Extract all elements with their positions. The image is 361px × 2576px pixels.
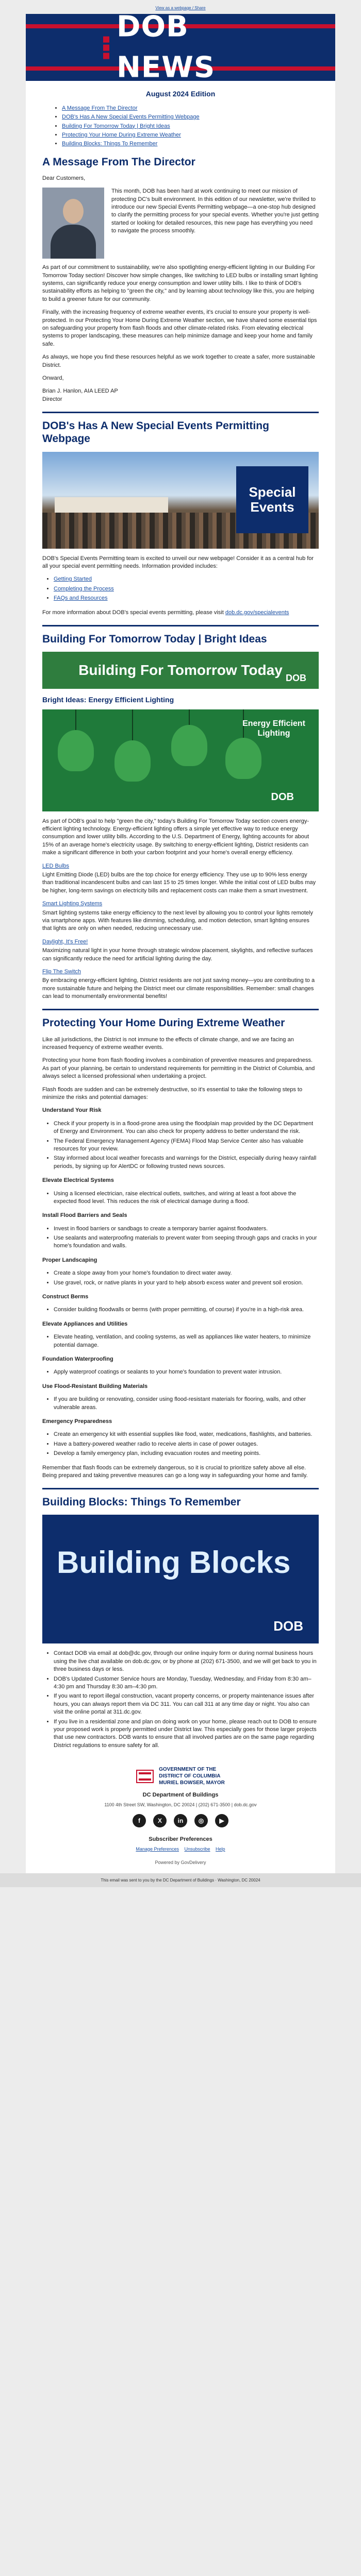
linkedin-icon[interactable]: in bbox=[174, 1814, 187, 1827]
list-item: • Have a battery-powered weather radio to receive alerts in case of power outages. bbox=[54, 1440, 319, 1448]
bottom-bar: This email was sent to you by the DC Department of Buildings · Washington, DC 20024 bbox=[0, 1873, 361, 1887]
department-address: 1100 4th Street SW, Washington, DC 20024 | (202) 671-3500 | dob.dc.gov bbox=[104, 1802, 257, 1807]
section-divider bbox=[42, 412, 319, 413]
events-url-link[interactable]: dob.dc.gov/specialevents bbox=[225, 609, 289, 616]
events-more-info bbox=[42, 609, 319, 617]
view-webpage-link[interactable]: View as a webpage / Share bbox=[155, 6, 206, 10]
list-item: • Develop a family emergency plan, including evacuation routes and meeting points. bbox=[54, 1450, 319, 1458]
director-paragraph-1: This month, DOB has been hard at work continuing to meet our mission of protecting DC's built environment. In this edition of our newsletter, we're thrilled to introduce our new Special Events Permitting webpage—a one-stop hub designed to clarify the permitting process for your special events. Whether you're just getting started or looking for detailed resources, this new page has everything you need to navigate the process smoothly. bbox=[111, 188, 319, 234]
events-hero-image bbox=[42, 452, 319, 549]
header-banner bbox=[26, 14, 335, 81]
list-item bbox=[54, 575, 319, 583]
bulbs-dob-logo: DOB bbox=[271, 791, 294, 803]
daylight-heading[interactable]: Daylight, It's Free! bbox=[42, 938, 88, 945]
list-item bbox=[54, 595, 319, 602]
list-item: • If you are building or renovating, consider using flood-resistant materials for flooring, walls, and other vulnerable areas. bbox=[54, 1396, 319, 1412]
unsubscribe-link[interactable]: Unsubscribe bbox=[184, 1846, 210, 1852]
list-item: • Consider building floodwalls or berms (with proper permitting, of course) if you're in a high-risk area. bbox=[54, 1306, 319, 1314]
bulbs-image bbox=[42, 709, 319, 811]
powered-by: Powered by GovDelivery bbox=[155, 1860, 206, 1866]
weather-paragraph-2: Protecting your home from flash flooding involves a combination of preventive measures and preparedness. As part of your planning, be certain to understand requirements for permitting in the District of Columbia, and always select a licensed professional when undertaking a project. bbox=[42, 1057, 315, 1080]
director-paragraph-3: Finally, with the increasing frequency of extreme weather events, it's crucial to ensure your property is well-protected. In our Protecting Your Home During Extreme Weather section, we have shared some essential tips on safeguarding your property from flash floods and other climate-related risks. From elevating electrical systems to proper landscaping, these measures can help minimize damage and keep your home and family safe. bbox=[42, 309, 317, 347]
weather-heading: Protecting Your Home During Extreme Weather bbox=[42, 1017, 285, 1029]
weather-list bbox=[42, 1190, 319, 1206]
weather-list bbox=[42, 1431, 319, 1458]
gov-line-2: DISTRICT OF COLUMBIA bbox=[159, 1773, 221, 1780]
list-item: • Invest in flood barriers or sandbags to create a temporary barrier against floodwaters. bbox=[54, 1225, 319, 1233]
toc-link-events[interactable]: DOB's Has A New Special Events Permitting Webpage bbox=[62, 114, 200, 121]
list-item: • Using a licensed electrician, raise electrical outlets, switches, and wiring at least a foot above the expected flood level. This reduces the risk of electrical damage during a flood. bbox=[54, 1190, 319, 1206]
email-body bbox=[26, 14, 335, 1873]
bftt-banner bbox=[42, 652, 319, 689]
logo-text: DOB NEWS bbox=[117, 14, 216, 81]
led-paragraph: Light Emitting Diode (LED) bulbs are the top choice for energy efficiency. They use up to 90% less energy than traditional incandescent bulbs and can last 15 to 25 times longer. While the initial cost of LED bulbs may be higher, long-term savings on electricity bills and replacement costs can make them a smart investment. bbox=[42, 872, 316, 894]
list-item: • Apply waterproof coatings or sealants to your home's foundation to prevent water intrusion. bbox=[54, 1368, 319, 1376]
weather-subheading: Elevate Appliances and Utilities bbox=[42, 1320, 128, 1327]
events-link-faqs[interactable]: FAQs and Resources bbox=[54, 595, 108, 602]
blocks-banner-image bbox=[42, 1515, 319, 1643]
blocks-banner-text: Building Blocks bbox=[57, 1545, 291, 1580]
events-paragraph: DOB's Special Events Permitting team is excited to unveil our new webpage! Consider it as a central hub for all your special event permitting needs. Information provided includes: bbox=[42, 555, 314, 569]
director-role: Director bbox=[42, 396, 62, 402]
led-heading[interactable]: LED Bulbs bbox=[42, 862, 69, 869]
bulb-icon bbox=[171, 709, 207, 766]
list-item: • If you live in a residential zone and plan on doing work on your home, please reach out to DOB to ensure your proposed work is properly permitted under District law. This especially goes for those larger projects that use new contractors. DOB wants to ensure that all involved parties are on the same page regarding District regulations to ensure safety for all. bbox=[54, 1718, 319, 1750]
dob-news-logo bbox=[103, 14, 258, 81]
events-link-getting-started[interactable]: Getting Started bbox=[54, 576, 92, 583]
toc-link-weather[interactable]: Protecting Your Home During Extreme Weather bbox=[62, 131, 181, 138]
director-name: Brian J. Hanlon, AIA LEED AP bbox=[42, 388, 118, 395]
bulb-icon bbox=[58, 709, 94, 771]
flip-heading[interactable]: Flip The Switch bbox=[42, 968, 81, 975]
bulb-icon bbox=[114, 709, 151, 782]
weather-list bbox=[42, 1306, 319, 1314]
list-item: • Contact DOB via email at dob@dc.gov, through our online inquiry form or during normal business hours using the live chat available on dob.dc.gov, or by phone at (202) 671-3500, and we will get back to you in three business days or less. bbox=[54, 1650, 319, 1673]
director-signature bbox=[42, 387, 319, 403]
list-item: • Use gravel, rock, or native plants in your yard to help absorb excess water and prevent soil erosion. bbox=[54, 1279, 319, 1287]
special-events-badge: Special Events bbox=[236, 466, 308, 533]
weather-list bbox=[42, 1396, 319, 1412]
list-item: • Elevate heating, ventilation, and cooling systems, as well as appliances like water heaters, to minimize potential damage. bbox=[54, 1333, 319, 1349]
list-item: • Create an emergency kit with essential supplies like food, water, medications, flashlights, and batteries. bbox=[54, 1431, 319, 1438]
smart-paragraph: Smart lighting systems take energy efficiency to the next level by allowing you to control your lights remotely via smartphone apps. With features like dimming, scheduling, and motion detection, smart lighting ensures that lights are only on when needed, reducing unnecessary use. bbox=[42, 909, 313, 932]
gov-line-3: MURIEL BOWSER, MAYOR bbox=[159, 1780, 225, 1786]
energy-efficient-label: Energy Efficient Lighting bbox=[242, 719, 305, 738]
list-item: • Create a slope away from your home's foundation to direct water away. bbox=[54, 1269, 319, 1277]
events-more-text: For more information about DOB's special events permitting, please visit bbox=[42, 609, 224, 616]
youtube-icon[interactable]: ▶ bbox=[215, 1814, 228, 1827]
weather-subheading: Foundation Waterproofing bbox=[42, 1356, 113, 1362]
weather-paragraph-3: Flash floods are sudden and can be extremely destructive, so it's essential to take the following steps to minimize the risks and potential damages: bbox=[42, 1086, 303, 1101]
blocks-list bbox=[42, 1650, 319, 1750]
manage-preferences-link[interactable]: Manage Preferences bbox=[136, 1846, 179, 1852]
weather-closing: Remember that flash floods can be extremely dangerous, so it is crucial to prioritize safety above all else. Being prepared and taking preventive measures can go a long way in safeguarding your home and family. bbox=[42, 1464, 308, 1479]
x-twitter-icon[interactable]: X bbox=[153, 1814, 167, 1827]
toc-link-director[interactable]: A Message From The Director bbox=[62, 105, 138, 111]
weather-list bbox=[42, 1120, 319, 1171]
help-link[interactable]: Help bbox=[216, 1846, 225, 1852]
social-links bbox=[42, 1814, 319, 1827]
toc-item bbox=[62, 105, 319, 112]
director-heading: A Message From The Director bbox=[42, 156, 195, 168]
weather-subheading: Understand Your Risk bbox=[42, 1107, 102, 1114]
blocks-heading: Building Blocks: Things To Remember bbox=[42, 1496, 241, 1509]
weather-list bbox=[42, 1225, 319, 1250]
dc-gov-logo bbox=[42, 1766, 319, 1786]
director-intro-row bbox=[42, 188, 319, 259]
list-item: • Stay informed about local weather forecasts and warnings for the District, especially during heavy rainfall periods, by signing up for AlertDC or following trusted news sources. bbox=[54, 1155, 319, 1171]
weather-sections bbox=[42, 1107, 319, 1458]
bftt-dob-logo: DOB bbox=[286, 672, 306, 683]
bftt-intro: As part of DOB's goal to help "green the city," today's Building For Tomorrow Today section covers energy-efficient lighting technology. Energy-efficient lighting offers a simple yet effective way to reduce energy consumption and lower utility bills. According to the U.S. Department of Energy, lighting accounts for about 15% of an average home's electricity usage. By switching to energy-efficient lighting, District residents can make a significant difference in both your carbon footprint and your home's overall energy efficiency. bbox=[42, 818, 309, 856]
dc-flag-icon bbox=[136, 1770, 154, 1783]
director-paragraph-2: As part of our commitment to sustainability, we're also spotlighting energy-efficient lighting in our Building For Tomorrow Today section! Discover how simple changes, like switching to LED bulbs or installing smart lighting systems, can significantly reduce your energy consumption and lower utility bills. I like to think of DOB's sustainability efforts as helping to "green the city," and by learning about technology like this, you are helping to build a greener future for our community. bbox=[42, 264, 318, 302]
weather-list bbox=[42, 1333, 319, 1349]
events-link-completing[interactable]: Completing the Process bbox=[54, 585, 114, 592]
weather-list bbox=[42, 1269, 319, 1287]
weather-subheading: Install Flood Barriers and Seals bbox=[42, 1212, 127, 1219]
subscriber-links bbox=[42, 1846, 319, 1853]
list-item: • The Federal Emergency Management Agency (FEMA) Flood Map Service Center also has valuable resources for your review. bbox=[54, 1138, 319, 1154]
smart-heading[interactable]: Smart Lighting Systems bbox=[42, 901, 103, 907]
director-photo bbox=[42, 188, 104, 259]
toc-link-blocks[interactable]: Building Blocks: Things To Remember bbox=[62, 141, 158, 147]
toc-link-bftt[interactable]: Building For Tomorrow Today | Bright Ideas bbox=[62, 123, 170, 129]
events-heading: DOB's Has A New Special Events Permitting Webpage bbox=[42, 420, 269, 445]
flip-paragraph: By embracing energy-efficient lighting, District residents are not just saving money—you are contributing to a more sustainable future and helping the District meet our climate responsibilities. Remember: small changes can lead to monumentally environmental benefits! bbox=[42, 977, 315, 1000]
topbar bbox=[0, 0, 361, 14]
weather-subheading: Use Flood-Resistant Building Materials bbox=[42, 1383, 148, 1389]
weather-list bbox=[42, 1368, 319, 1376]
bftt-heading: Building For Tomorrow Today | Bright Ideas bbox=[42, 633, 267, 645]
weather-subheading: Emergency Preparedness bbox=[42, 1418, 112, 1425]
events-list bbox=[42, 575, 319, 602]
list-item bbox=[54, 585, 319, 593]
section-divider bbox=[42, 1488, 319, 1489]
bftt-subheading: Bright Ideas: Energy Efficient Lighting bbox=[42, 696, 174, 704]
issue-date: August 2024 Edition bbox=[145, 90, 216, 98]
section-divider bbox=[42, 625, 319, 626]
toc-item bbox=[62, 131, 319, 139]
list-item: • If you want to report illegal construction, vacant property concerns, or property maintenance issues after hours, you can always report them via DC 311. You can call 311 at any time day or night. You also can visit the online portal at 311.dc.gov. bbox=[54, 1692, 319, 1716]
bftt-banner-text: Building For Tomorrow Today bbox=[78, 662, 283, 679]
weather-subheading: Proper Landscaping bbox=[42, 1257, 97, 1263]
toc-item bbox=[62, 123, 319, 130]
list-item: • Check if your property is in a flood-prone area using the floodplain map provided by the DC Department of Energy and Environment. You can also check for property address to better understand the risk. bbox=[54, 1120, 319, 1136]
instagram-icon[interactable]: ◎ bbox=[194, 1814, 208, 1827]
weather-subheading: Elevate Electrical Systems bbox=[42, 1177, 114, 1184]
section-divider bbox=[42, 1009, 319, 1010]
logo-mark-icon bbox=[103, 36, 109, 59]
footer bbox=[42, 1756, 319, 1873]
weather-paragraph-1: Like all jurisdictions, the District is not immune to the effects of climate change, and we are facing an increased frequency of extreme weather events. bbox=[42, 1036, 294, 1051]
facebook-icon[interactable]: f bbox=[133, 1814, 146, 1827]
weather-subheading: Construct Berms bbox=[42, 1294, 89, 1300]
toc-item bbox=[62, 113, 319, 121]
director-paragraph-4: As always, we hope you find these resources helpful as we work together to create a safer, more sustainable District. bbox=[42, 354, 315, 368]
toc-item bbox=[62, 140, 319, 148]
director-closing: Onward, bbox=[42, 375, 64, 381]
department-name: DC Department of Buildings bbox=[142, 1792, 219, 1799]
list-item: • DOB's Updated Customer Service hours are Monday, Tuesday, Wednesday, and Friday from 8:30 am–4:30 pm and Thursday 8:30 am–4:30 pm. bbox=[54, 1675, 319, 1691]
list-item: • Use sealants and waterproofing materials to prevent water from seeping through gaps and cracks in your home's foundation and walls. bbox=[54, 1234, 319, 1250]
director-greeting: Dear Customers, bbox=[42, 175, 86, 181]
blocks-dob-logo: DOB bbox=[273, 1618, 303, 1634]
table-of-contents bbox=[42, 105, 319, 148]
subscriber-preferences-heading: Subscriber Preferences bbox=[149, 1836, 212, 1843]
gov-line-1: GOVERNMENT OF THE bbox=[159, 1767, 217, 1773]
daylight-paragraph: Maximizing natural light in your home through strategic window placement, skylights, and reflective surfaces can significantly reduce the need for artificial lighting during the day. bbox=[42, 947, 313, 962]
